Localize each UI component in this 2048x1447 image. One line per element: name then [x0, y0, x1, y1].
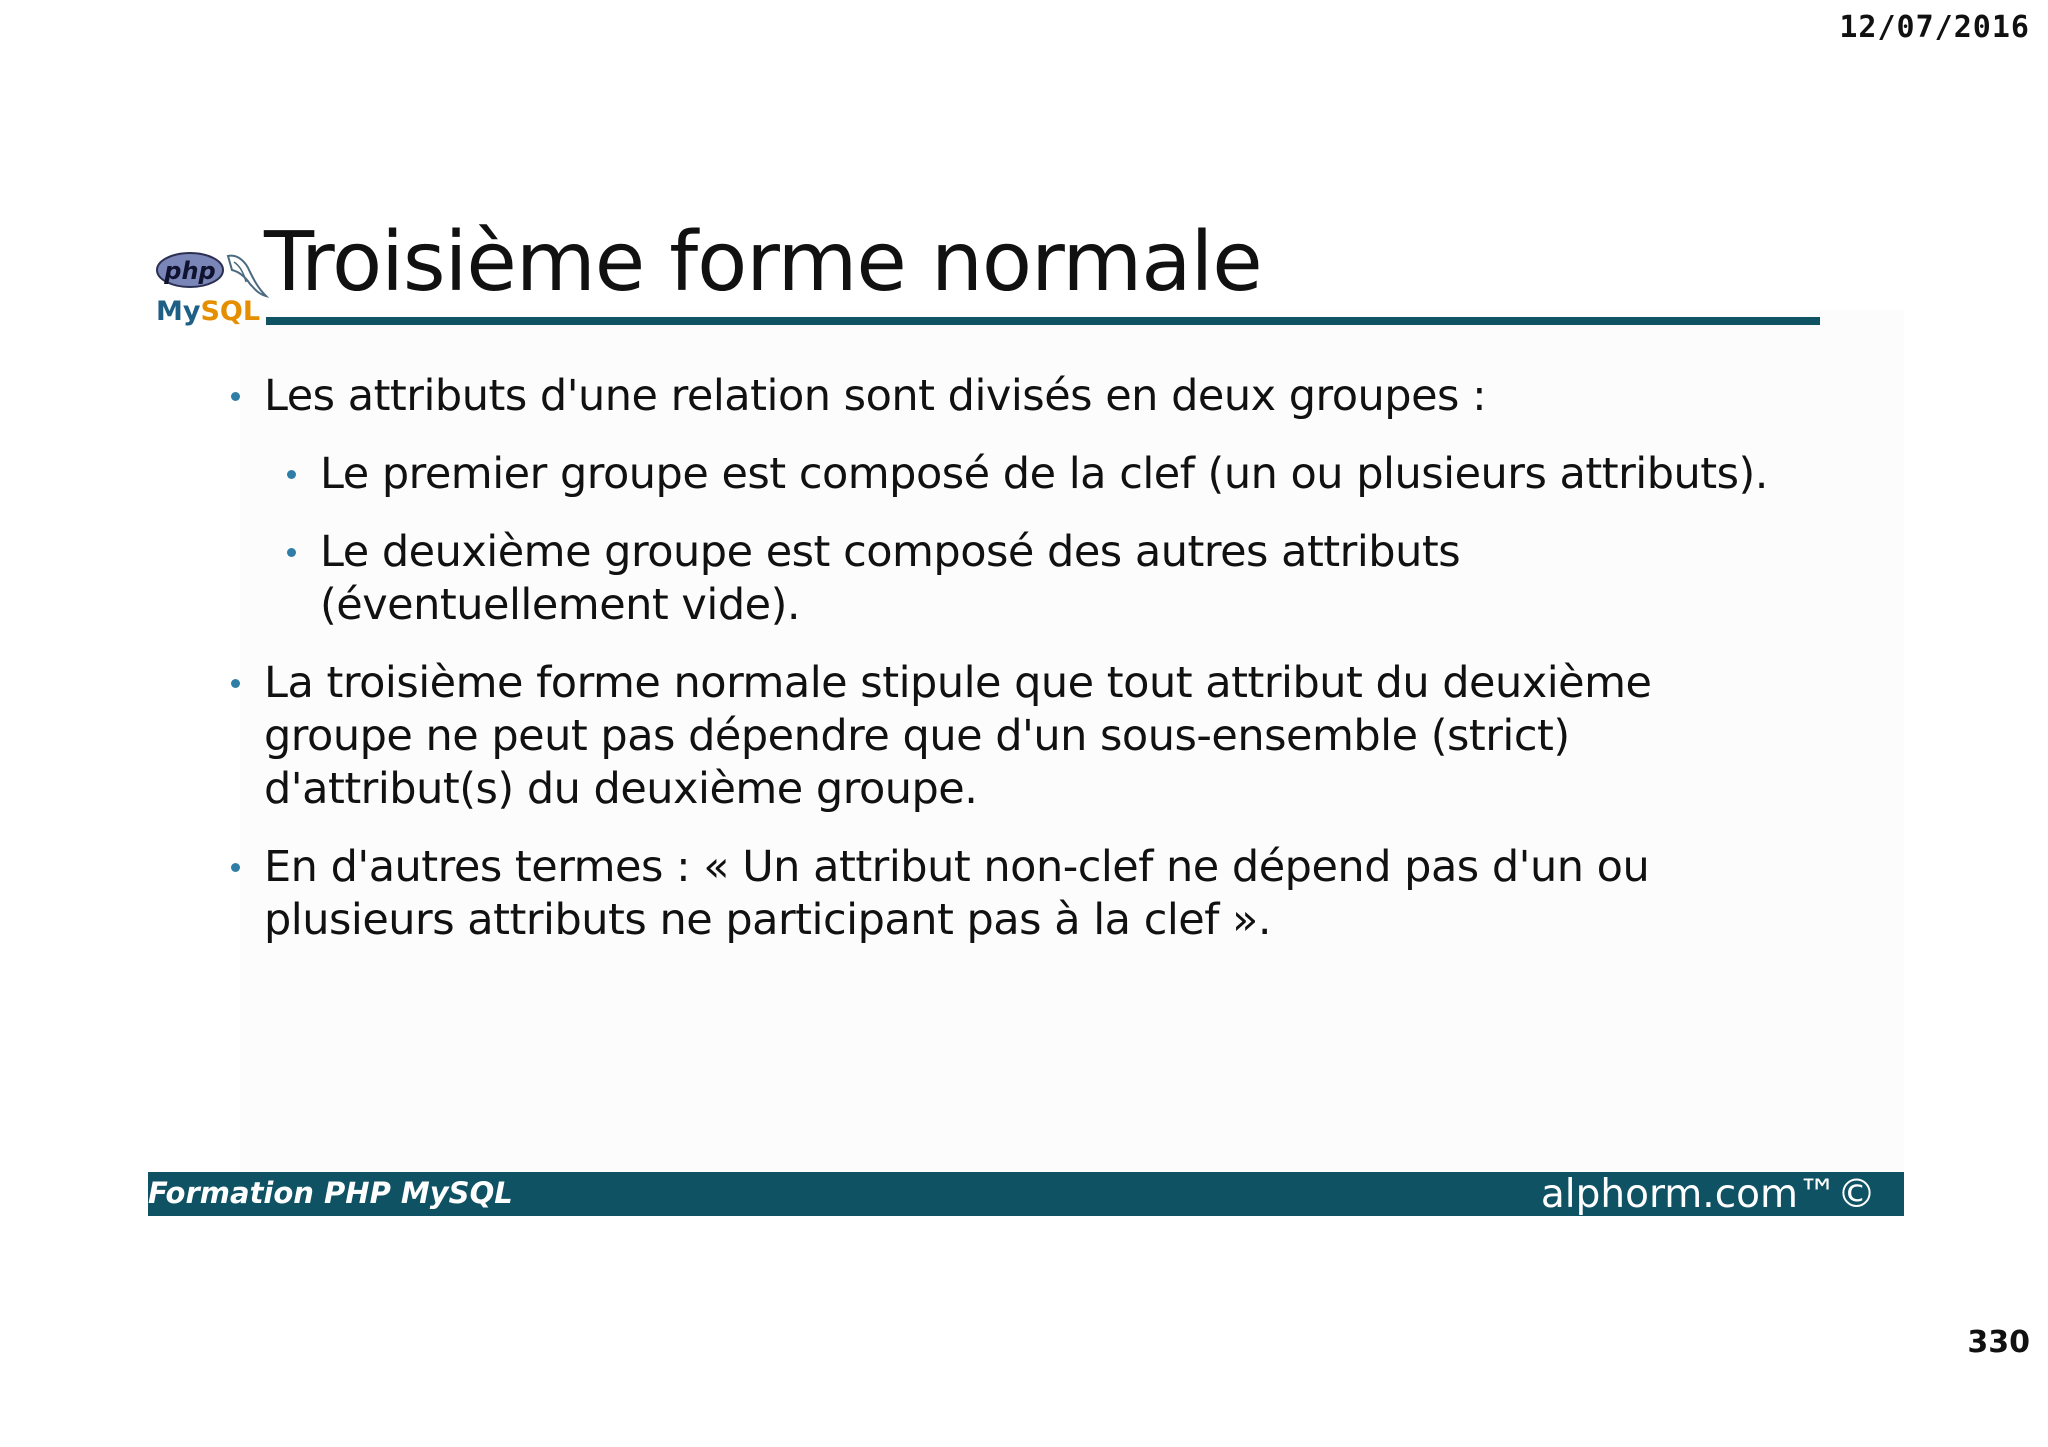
footer-brand: alphorm.com™©	[1540, 1172, 1876, 1217]
bullet-item	[228, 841, 1724, 947]
bullet-list	[228, 370, 1788, 972]
page-date: 12/07/2016	[1839, 10, 2030, 45]
php-mysql-logo-icon	[154, 248, 272, 328]
bullet-dot-icon	[231, 392, 240, 401]
bullet-text: Le premier groupe est composé de la clef (un ou plusieurs attributs).	[320, 449, 1768, 499]
bullet-text: Les attributs d'une relation sont divisés en deux groupes :	[264, 371, 1487, 421]
bullet-item	[228, 657, 1724, 816]
slide-title: Troisième forme normale	[264, 215, 1262, 310]
bullet-dot-icon	[287, 470, 296, 479]
footer-bar	[148, 1172, 1904, 1216]
title-rule	[266, 317, 1820, 325]
page-number: 330	[1967, 1325, 2030, 1360]
bullet-item	[284, 448, 1788, 501]
bullet-item	[284, 526, 1510, 632]
bullet-item	[228, 370, 1788, 423]
bullet-text: En d'autres termes : « Un attribut non-clef ne dépend pas d'un ou plusieurs attributs ne participant pas à la clef ».	[264, 842, 1650, 945]
logo-php-text: php	[164, 257, 216, 285]
slide	[148, 210, 1904, 1220]
bullet-text: Le deuxième groupe est composé des autres attributs (éventuellement vide).	[320, 527, 1461, 630]
bullet-dot-icon	[231, 679, 240, 688]
bullet-dot-icon	[231, 863, 240, 872]
bullet-dot-icon	[287, 548, 296, 557]
bullet-text: La troisième forme normale stipule que tout attribut du deuxième groupe ne peut pas dépendre que d'un sous-ensemble (strict) d'attribut(s) du deuxième groupe.	[264, 658, 1652, 814]
logo-mysql-text: MySQL	[156, 296, 261, 327]
footer-course-title: Formation PHP MySQL	[148, 1176, 513, 1210]
